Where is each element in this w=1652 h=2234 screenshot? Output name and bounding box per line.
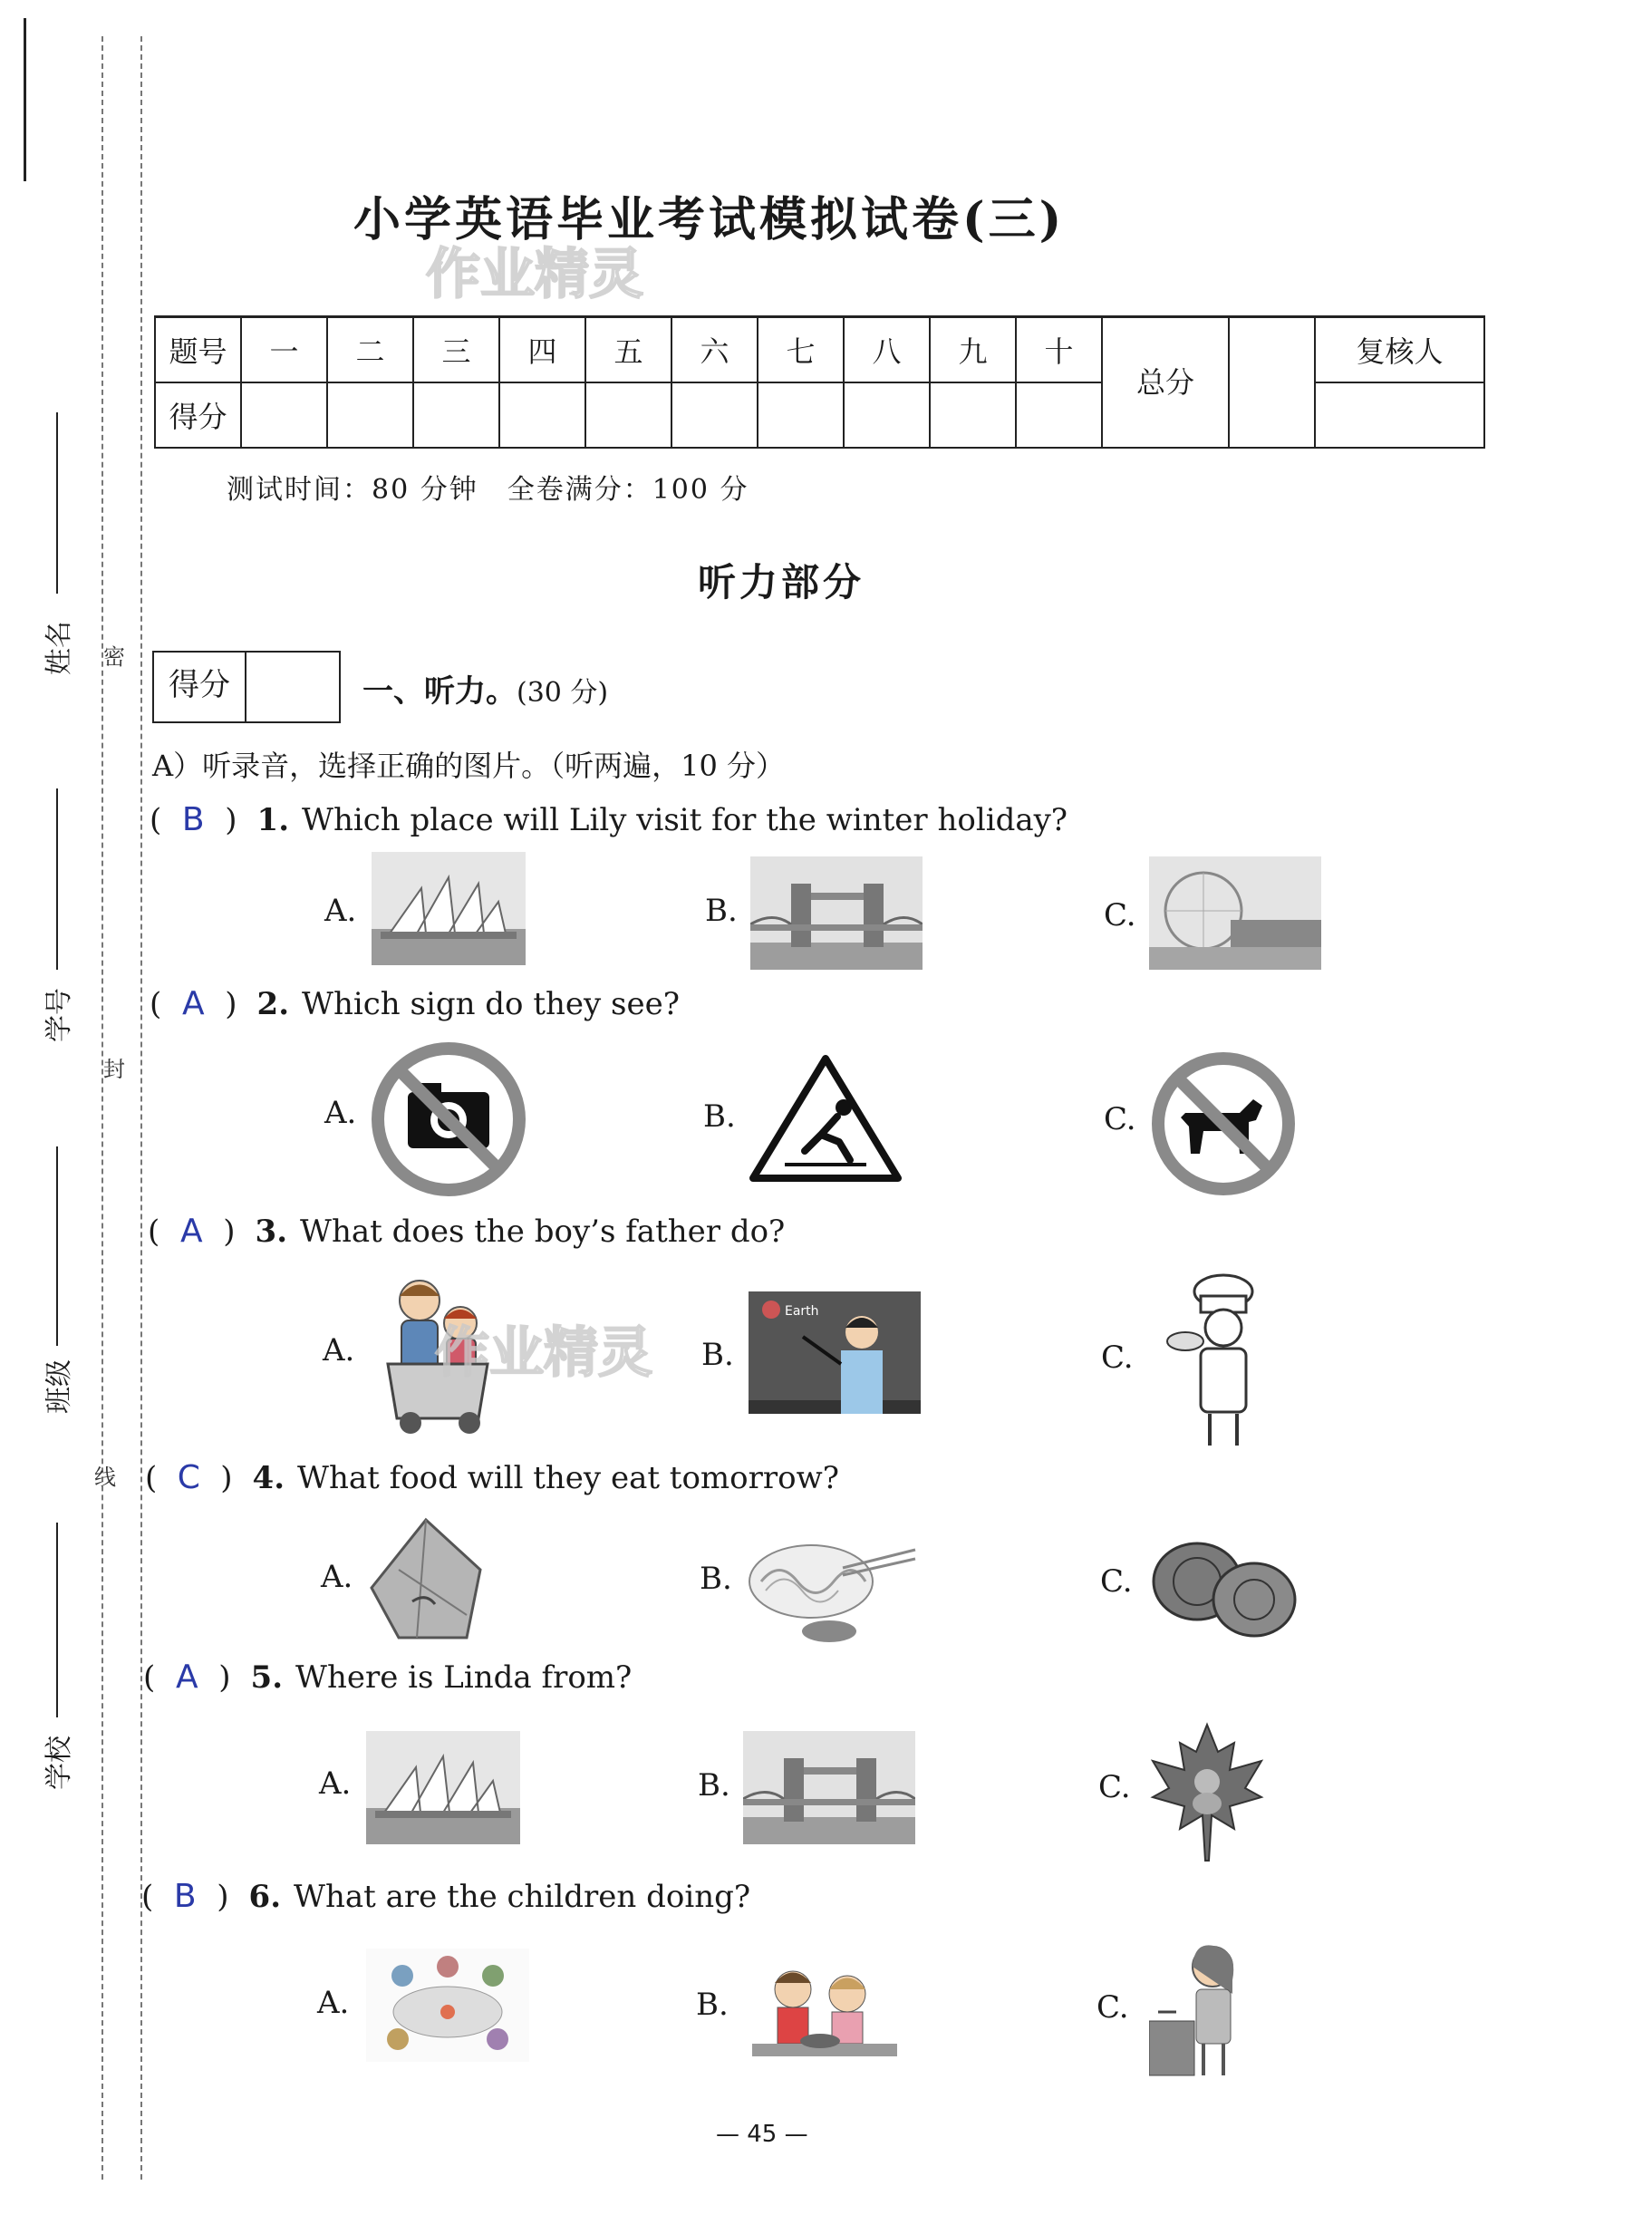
page-title: 小学英语毕业考试模拟试卷(三) [353, 192, 1066, 247]
section-title: 听力部分 [698, 560, 865, 604]
question-number: 5. [250, 1659, 284, 1696]
answer-6[interactable]: B [173, 1878, 197, 1915]
option-a[interactable]: A. [317, 1985, 350, 2021]
question-4: ( C ) 4. What food will they eat tomorrow? [145, 1459, 839, 1496]
eating-dinner-image[interactable] [366, 1949, 529, 2062]
option-c[interactable]: C. [1104, 1101, 1136, 1137]
answer-4[interactable]: C [177, 1459, 200, 1496]
col-9: 九 [930, 317, 1016, 383]
score-cell-1 [241, 382, 327, 448]
question-text: What are the children doing? [294, 1879, 751, 1915]
score-cell-6 [671, 382, 758, 448]
col-8: 八 [844, 317, 930, 383]
reviewer-cell [1315, 382, 1484, 448]
part-score-box [152, 651, 341, 723]
option-b[interactable]: B. [701, 1337, 734, 1373]
no-camera-sign-image[interactable] [372, 1042, 527, 1198]
question-number: 4. [252, 1460, 285, 1496]
option-b[interactable]: B. [705, 893, 738, 929]
dashed-cut-line-2 [140, 36, 142, 2180]
part-title-text: 一、听力。 [362, 673, 517, 710]
option-a[interactable]: A. [324, 1095, 357, 1131]
question-text: What food will they eat tomorrow? [297, 1460, 839, 1496]
col-7: 七 [758, 317, 844, 383]
binding-edge [24, 18, 26, 181]
slippery-sign-image[interactable] [749, 1051, 904, 1187]
score-cell-9 [930, 382, 1016, 448]
id-label: 学号 [43, 988, 75, 1042]
question-number: 6. [248, 1879, 282, 1915]
question-number: 3. [255, 1214, 288, 1250]
option-b[interactable]: B. [696, 1987, 729, 2023]
answer-1[interactable]: B [181, 801, 205, 838]
option-c[interactable]: C. [1100, 1563, 1133, 1600]
col-5: 五 [585, 317, 671, 383]
col-4: 四 [499, 317, 585, 383]
score-table [154, 315, 1485, 449]
score-cell-7 [758, 382, 844, 448]
maple-leaf-image[interactable] [1144, 1720, 1270, 1865]
seal-char-feng: 封 [103, 1057, 125, 1082]
tower-bridge-image[interactable] [743, 1731, 915, 1844]
score-cell-8 [844, 382, 930, 448]
option-a[interactable]: A. [323, 1332, 355, 1368]
answer-5[interactable]: A [175, 1659, 198, 1696]
part-subtitle: A）听录音，选择正确的图片。（听两遍，10 分） [152, 749, 786, 783]
total-score-cell [1229, 317, 1315, 449]
score-cell-2 [327, 382, 413, 448]
col-2: 二 [327, 317, 413, 383]
tower-bridge-image[interactable] [750, 856, 923, 970]
score-cell-4 [499, 382, 585, 448]
question-number: 2. [256, 986, 290, 1022]
washing-image[interactable] [1149, 1939, 1267, 2084]
option-a[interactable]: A. [319, 1765, 352, 1802]
col-3: 三 [413, 317, 499, 383]
class-label: 班级 [43, 1359, 75, 1414]
part-score-label: 得分 [154, 653, 246, 721]
noodles-image[interactable] [743, 1532, 920, 1649]
cook-image[interactable] [1160, 1269, 1287, 1450]
option-c[interactable]: C. [1097, 1989, 1129, 2026]
sydney-opera-house-image[interactable] [372, 852, 526, 965]
answer-2[interactable]: A [181, 985, 205, 1022]
question-1: ( B ) 1. Which place will Lily visit for the winter holiday? [150, 801, 1068, 838]
row-label-score: 得分 [155, 382, 241, 448]
question-number: 1. [256, 802, 290, 838]
option-a[interactable]: A. [321, 1559, 353, 1595]
question-text: Where is Linda from? [295, 1659, 633, 1696]
total-label: 总分 [1102, 317, 1229, 449]
score-cell-3 [413, 382, 499, 448]
watermark: 作业精灵 [435, 1321, 652, 1385]
col-10: 十 [1016, 317, 1102, 383]
mooncakes-image[interactable] [1147, 1532, 1301, 1645]
option-b[interactable]: B. [703, 1098, 736, 1135]
option-c[interactable]: C. [1098, 1769, 1131, 1805]
option-b[interactable]: B. [698, 1767, 730, 1804]
cooking-image[interactable] [743, 1958, 906, 2062]
zongzi-image[interactable] [362, 1515, 489, 1642]
school-fill-line [56, 1523, 58, 1717]
question-5: ( A ) 5. Where is Linda from? [143, 1659, 633, 1696]
answer-3[interactable]: A [179, 1213, 203, 1250]
part-title [362, 666, 608, 711]
question-6: ( B ) 6. What are the children doing? [141, 1878, 751, 1915]
col-6: 六 [671, 317, 758, 383]
class-fill-line [56, 1146, 58, 1346]
part-points: (30 分) [517, 677, 609, 709]
seal-char-mi: 密 [103, 644, 125, 670]
watermark: 作业精灵 [426, 243, 643, 306]
score-cell-10 [1016, 382, 1102, 448]
question-text: What does the boy’s father do? [300, 1214, 786, 1250]
question-2: ( A ) 2. Which sign do they see? [150, 985, 680, 1022]
question-text: Which sign do they see? [302, 986, 680, 1022]
option-c[interactable]: C. [1104, 897, 1136, 933]
sydney-opera-house-image[interactable] [366, 1731, 520, 1844]
page-number: — 45 — [716, 2121, 808, 2148]
name-label: 姓名 [43, 621, 75, 675]
reviewer-label: 复核人 [1315, 317, 1484, 383]
option-a[interactable]: A. [324, 893, 357, 929]
option-b[interactable]: B. [700, 1561, 732, 1597]
option-c[interactable]: C. [1101, 1339, 1134, 1376]
teacher-image[interactable] [749, 1291, 921, 1414]
seal-char-xian: 线 [94, 1465, 116, 1490]
london-eye-image[interactable] [1149, 856, 1321, 970]
col-1: 一 [241, 317, 327, 383]
row-label-question-no: 题号 [155, 317, 241, 383]
id-fill-line [56, 788, 58, 970]
school-label: 学校 [43, 1736, 75, 1790]
test-info: 测试时间：80 分钟 全卷满分：100 分 [227, 474, 749, 506]
question-text: Which place will Lily visit for the winter holiday? [302, 802, 1068, 838]
dashed-cut-line [101, 36, 103, 2180]
question-3: ( A ) 3. What does the boy’s father do? [148, 1213, 786, 1250]
score-cell-5 [585, 382, 671, 448]
no-dogs-sign-image[interactable] [1149, 1049, 1299, 1200]
name-fill-line [56, 412, 58, 594]
